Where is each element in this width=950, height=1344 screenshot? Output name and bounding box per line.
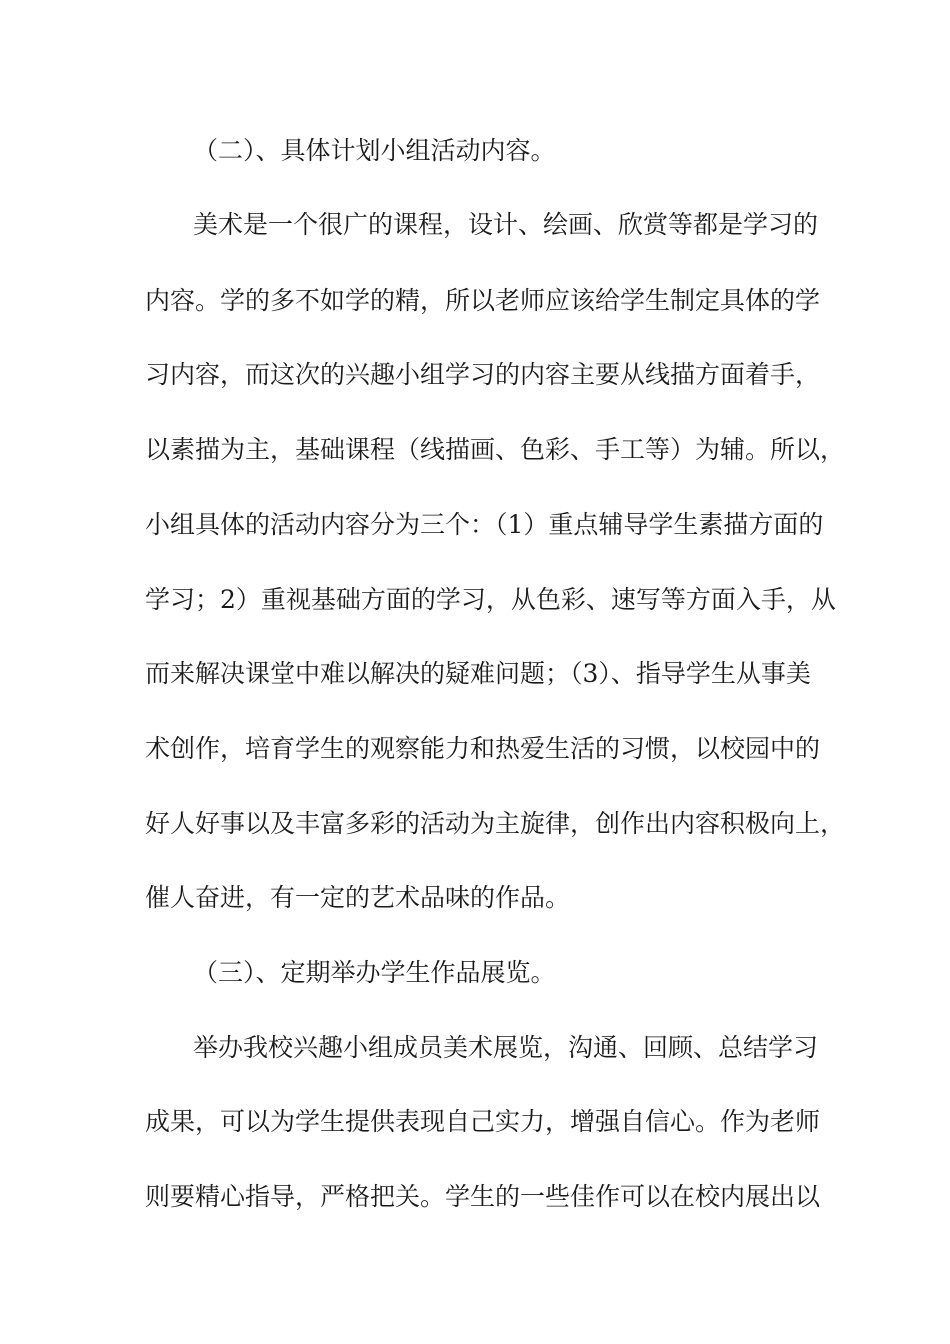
paragraph-line bbox=[0, 1028, 950, 1068]
text-line: 则要精心指导，严格把关。学生的一些佳作可以在校内展出以 bbox=[145, 1182, 821, 1211]
text-line: 好人好事以及丰富多彩的活动为主旋律，创作出内容积极向上， bbox=[145, 809, 846, 838]
text-line: 举办我校兴趣小组成员美术展览，沟通、回顾、总结学习 bbox=[193, 1033, 819, 1062]
text-line: 术创作，培育学生的观察能力和热爱生活的习惯，以校园中的 bbox=[145, 734, 821, 763]
text-line: 以素描为主，基础课程（线描画、色彩、手工等）为辅。所以， bbox=[145, 435, 846, 464]
paragraph-line bbox=[0, 654, 950, 694]
paragraph-line bbox=[0, 580, 950, 620]
text-line: （二）、具体计划小组活动内容。 bbox=[193, 136, 556, 165]
text-line: 美术是一个很广的课程，设计、绘画、欣赏等都是学习的 bbox=[193, 210, 819, 239]
text-line: 而来解决课堂中难以解决的疑难问题；（3）、指导学生从事美 bbox=[145, 659, 811, 688]
section-heading-3 bbox=[0, 953, 950, 993]
text-line: 内容。学的多不如学的精，所以老师应该给学生制定具体的学 bbox=[145, 286, 821, 315]
text-line: （三）、定期举办学生作品展览。 bbox=[193, 958, 556, 987]
text-line: 小组具体的活动内容分为三个：（1）重点辅导学生素描方面的 bbox=[145, 510, 824, 539]
paragraph-line bbox=[0, 804, 950, 844]
paragraph-line bbox=[0, 281, 950, 321]
text-line: 催人奋进，有一定的艺术品味的作品。 bbox=[145, 883, 571, 912]
paragraph-line bbox=[0, 355, 950, 395]
section-heading-2 bbox=[0, 131, 950, 171]
paragraph-line bbox=[0, 430, 950, 470]
paragraph-line bbox=[0, 1177, 950, 1217]
text-line: 成果，可以为学生提供表现自己实力，增强自信心。作为老师 bbox=[145, 1107, 821, 1136]
paragraph-line bbox=[0, 205, 950, 245]
text-line: 学习；2）重视基础方面的学习，从色彩、速写等方面入手，从 bbox=[145, 585, 836, 614]
paragraph-line bbox=[0, 505, 950, 545]
paragraph-line bbox=[0, 1102, 950, 1142]
text-line: 习内容，而这次的兴趣小组学习的内容主要从线描方面着手， bbox=[145, 360, 821, 389]
paragraph-line bbox=[0, 878, 950, 918]
paragraph-line bbox=[0, 729, 950, 769]
